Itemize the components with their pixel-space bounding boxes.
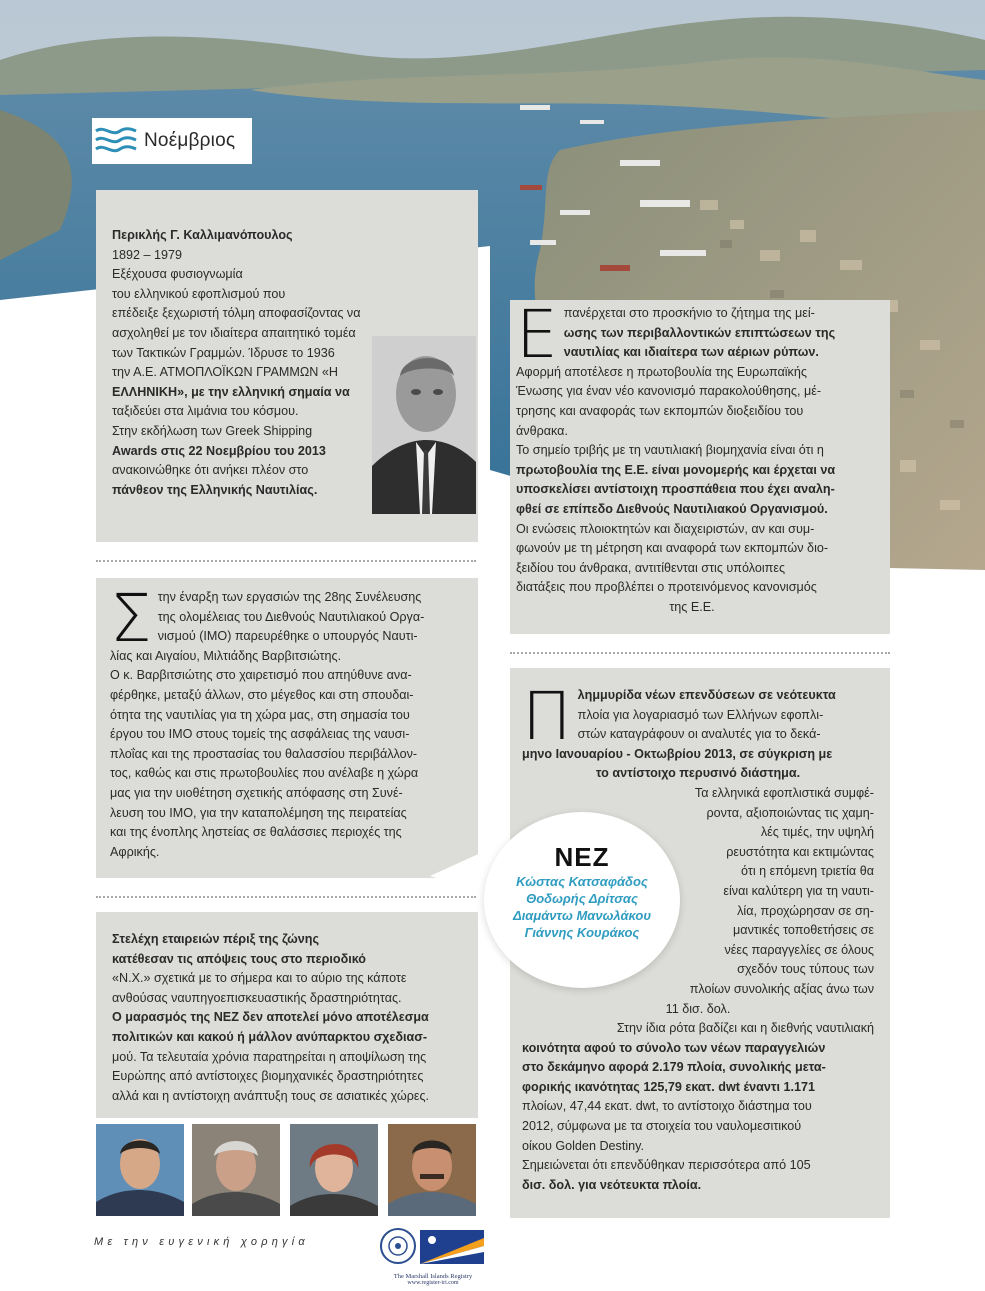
text-line: Εξέχουσα φυσιογνωμία	[112, 267, 243, 282]
wrapped-column	[676, 784, 874, 980]
text-line: πλοίων συνολικής αξίας άνω των	[689, 981, 874, 996]
text-line: τος, καθώς και στις πρωτοβουλίες που ανέλαβε η χώρα	[110, 766, 419, 781]
text-line: Οι ενώσεις πλοιοκτητών και διαχειριστών, αν και συμ-	[516, 521, 815, 536]
text-line: διατάξεις που προβλέπει ο προτεινόμενος κανονισμός	[516, 580, 817, 595]
text-line: ροντα, αξιοποιώντας τις χαμη-	[706, 805, 874, 820]
text-line: κατέθεσαν τις απόψεις τους στο περιοδικό	[112, 951, 367, 966]
text-line: λία, προχώρησαν σε ση-	[737, 903, 874, 918]
text-line: κοινότητα αφού το σύνολο των νέων παραγγελιών	[522, 1040, 826, 1055]
text-line: Ο μαρασμός της ΝΕΖ δεν αποτελεί μόνο αποτέλεσμα	[112, 1010, 429, 1025]
text-line: πλοΐας και της προστασίας του θαλασσίου περιβάλλον-	[110, 746, 418, 761]
text-line: Ο κ. Βαρβιτσιώτης στο χαιρετισμό που απηύθυνε ανα-	[110, 668, 412, 683]
text-line: αλλά και η αντίστοιχη ανάπτυξη τους σε ασιατικές χώρες.	[112, 1088, 430, 1103]
text-line: ΕΛΛΗΝΙΚΗ», με την ελληνική σημαία να	[112, 384, 350, 399]
text-line: της Ε.Ε.	[669, 599, 715, 614]
text-line: Το σημείο τριβής με τη ναυτιλιακή βιομηχανία είναι ότι η	[516, 443, 824, 458]
person-years: 1892 – 1979	[112, 247, 183, 262]
text-line: Αφρικής.	[110, 844, 160, 859]
text-line: φωνούν με τη μέτρηση και αναφορά των εκπομπών διο-	[516, 541, 829, 556]
text-line: Σημειώνεται ότι επενδύθηκαν περισσότερα από 105	[522, 1158, 811, 1173]
text-line: 11 δισ. δολ.	[665, 1001, 731, 1016]
month-tag	[92, 118, 252, 164]
emissions-text	[516, 296, 868, 618]
text-line: δισ. δολ. για νεότευκτα πλοία.	[522, 1177, 702, 1192]
text-line: πλοία για λογαριασμό των Ελλήνων εφοπλι-	[577, 707, 824, 722]
text-line: μού. Τα τελευταία χρόνια παρατηρείται η αποψίλωση της	[112, 1049, 427, 1064]
text-line: την Α.Ε. ΑΤΜΟΠΛΟΪΚΩΝ ΓΡΑΜΜΩΝ «Η	[112, 365, 338, 380]
text-line: στο δεκάμηνο αφορά 2.179 πλοία, συνολικής μετα-	[522, 1060, 826, 1075]
marshall-islands-logo-icon	[378, 1224, 488, 1268]
text-line: λευση του ΙΜΟ, για την καταπολέμηση της πειρατείας	[110, 805, 407, 820]
text-line: μαντικές τοποθετήσεις σε	[733, 923, 874, 938]
nez-title: ΝΕΖ	[554, 842, 610, 872]
text-line: του ελληνικού εφοπλισμού που	[112, 286, 286, 301]
portrait-photo-4	[388, 1124, 476, 1216]
text-line: σχεδόν τους τύπους των	[737, 962, 874, 977]
text-line: άνθρακα.	[516, 423, 568, 438]
separator-dots	[96, 560, 476, 562]
text-line: «Ν.Χ.» σχετικά με το σήμερα και το αύριο της κάποτε	[112, 971, 407, 986]
text-line: ότι η επόμενη τριετία θα	[741, 864, 874, 879]
text-line: ταξιδεύει στα λιμάνια του κόσμου.	[112, 404, 299, 419]
text-line: οίκου Golden Destiny.	[522, 1138, 645, 1153]
text-line: επέδειξε ξεχωριστή τόλμη αποφασίζοντας να	[112, 306, 361, 321]
text-line: στών καταγράφουν οι αναλυτές για το δεκά-	[577, 727, 821, 742]
text-line: ξειδίου του άνθρακα, αντιτίθενται στις υπόλοιπες	[516, 560, 786, 575]
text-line: της ολομέλειας του Διεθνούς Ναυτιλιακού Οργα-	[157, 609, 425, 624]
text-line: Στην ίδια ρότα βαδίζει και η διεθνής ναυτιλιακή	[616, 1021, 874, 1036]
waves-icon	[94, 123, 138, 159]
text-line: ανακοινώθηκε ότι ανήκει πλέον στο	[112, 463, 309, 478]
imo-text	[110, 580, 460, 862]
text-line: των Τακτικών Γραμμών. Ίδρυσε το 1936	[112, 345, 335, 360]
sponsor-logo	[378, 1224, 488, 1290]
text-line: ρευστότητα και εκτιμώντας	[726, 844, 874, 859]
nez-name: Γιάννης Κουράκος	[524, 925, 640, 940]
logo-url: www.register-iri.com	[407, 1280, 459, 1286]
text-line: μας για την υιοθέτηση σχετικής απόφασης στη Συνέ-	[110, 785, 403, 800]
text-line: πάνθεον της Ελληνικής Ναυτιλίας.	[112, 482, 318, 497]
nez-bubble	[484, 812, 680, 988]
text-line: ασχοληθεί με τον ιδιαίτερα απαιτητικό τομέα	[112, 325, 356, 340]
text-line: Ευρώπης από αντίστοιχες βιομηχανικές δραστηριότητες	[112, 1069, 424, 1084]
text-line: φέρθηκε, μεταξύ άλλων, στο μέγεθος και στη σπουδαι-	[110, 687, 414, 702]
text-line: ναυτιλίας και ιδιαίτερα των αέριων ρύπων.	[563, 345, 819, 360]
nez-name: Κώστας Κατσαφάδος	[516, 874, 648, 889]
nez-opinions-text	[112, 930, 462, 1106]
nez-name: Θοδωρής Δρίτσας	[526, 891, 638, 906]
portrait-photo-2	[192, 1124, 280, 1216]
logo-caption: The Marshall Islands Registry	[393, 1273, 473, 1280]
dropcap-pi: Π	[522, 678, 572, 755]
month-label: Νοέμβριος	[144, 130, 236, 151]
separator-dots	[510, 652, 890, 654]
text-line: υποσκελίσει αντίστοιχη προσπάθεια που έχει αναλη-	[516, 482, 835, 497]
portrait-photo-3	[290, 1124, 378, 1216]
text-line: ωσης των περιβαλλοντικών επιπτώσεων της	[563, 325, 836, 340]
portrait-photo-1	[96, 1124, 184, 1216]
text-line: ότητα της ναυτιλίας για τη χώρα μας, στη σημασία του	[110, 707, 410, 722]
text-line: Αφορμή αποτέλεσε η πρωτοβουλία της Ευρωπαϊκής	[516, 364, 807, 379]
sponsor-text: Με την ευγενική χορηγία	[94, 1236, 309, 1248]
text-line: νισμού (ΙΜΟ) παρευρέθηκε ο υπουργός Ναυτι-	[157, 629, 418, 644]
text-line: φορικής ικανότητας 125,79 εκατ. dwt έναντι 1.171	[522, 1079, 816, 1094]
text-line: και της ένοπλης ληστείας σε θαλάσσιες περιοχές της	[110, 825, 402, 840]
text-line: Στην εκδήλωση των Greek Shipping	[112, 423, 313, 438]
text-line: μηνο Ιανουαρίου - Οκτωβρίου 2013, σε σύγκριση με	[522, 746, 833, 761]
text-line: λές τιμές, την υψηλή	[760, 825, 874, 840]
dropcap-epsilon: Ε	[516, 296, 558, 373]
text-line: φθεί σε επίπεδο Διεθνούς Ναυτιλιακού Οργανισμού.	[516, 501, 828, 516]
nez-name: Διαμάντω Μανωλάκου	[512, 908, 652, 923]
dropcap-sigma: Σ	[110, 580, 152, 657]
person-name: Περικλής Γ. Καλλιμανόπουλος	[112, 228, 293, 242]
separator-dots	[96, 896, 476, 898]
kallimanopoulos-text	[112, 226, 374, 500]
text-line: το αντίστοιχο περυσινό διάστημα.	[595, 766, 801, 781]
text-line: πολιτικών και κακού ή μάλλον ανύπαρκτου σχεδιασ-	[112, 1029, 428, 1044]
text-line: Awards στις 22 Νοεμβρίου του 2013	[112, 443, 326, 458]
text-line: λημμυρίδα νέων επενδύσεων σε νεότευκτα	[577, 688, 836, 702]
text-line: πρωτοβουλία της Ε.Ε. είναι μονομερής και έρχεται να	[516, 462, 836, 477]
text-line: Τα ελληνικά εφοπλιστικά συμφέ-	[694, 785, 874, 800]
text-line: πλοίων, 47,44 εκατ. dwt, το αντίστοιχο διάστημα του	[522, 1099, 812, 1114]
text-line: είναι καλύτερη για τη ναυτι-	[723, 883, 874, 898]
text-line: τρησης και αναφοράς των εκπομπών διοξειδίου του	[516, 403, 804, 418]
text-line: λίας και Αιγαίου, Μιλτιάδης Βαρβιτσιώτης.	[110, 648, 342, 663]
portrait-photo-kallimanopoulos	[372, 336, 476, 514]
text-line: νέες παραγγελίες σε όλους	[724, 942, 874, 957]
text-line: την έναρξη των εργασιών της 28ης Συνέλευσης	[157, 590, 422, 604]
text-line: έργου του ΙΜΟ στους τομείς της ασφάλειας της ναυσι-	[110, 727, 410, 742]
text-line: ανθούσας ναυπηγοεπισκευαστικής δραστηριότητας.	[112, 990, 402, 1005]
text-line: πανέρχεται στο προσκήνιο το ζήτημα της μεί-	[563, 306, 815, 320]
text-line: Ένωσης για έναν νέο κανονισμό παρακολούθησης, μέ-	[516, 384, 822, 399]
text-line: 2012, σύμφωνα με τα στοιχεία του ναυλομεσιτικού	[522, 1119, 802, 1134]
text-line: Στελέχη εταιρειών πέριξ της ζώνης	[112, 932, 320, 946]
